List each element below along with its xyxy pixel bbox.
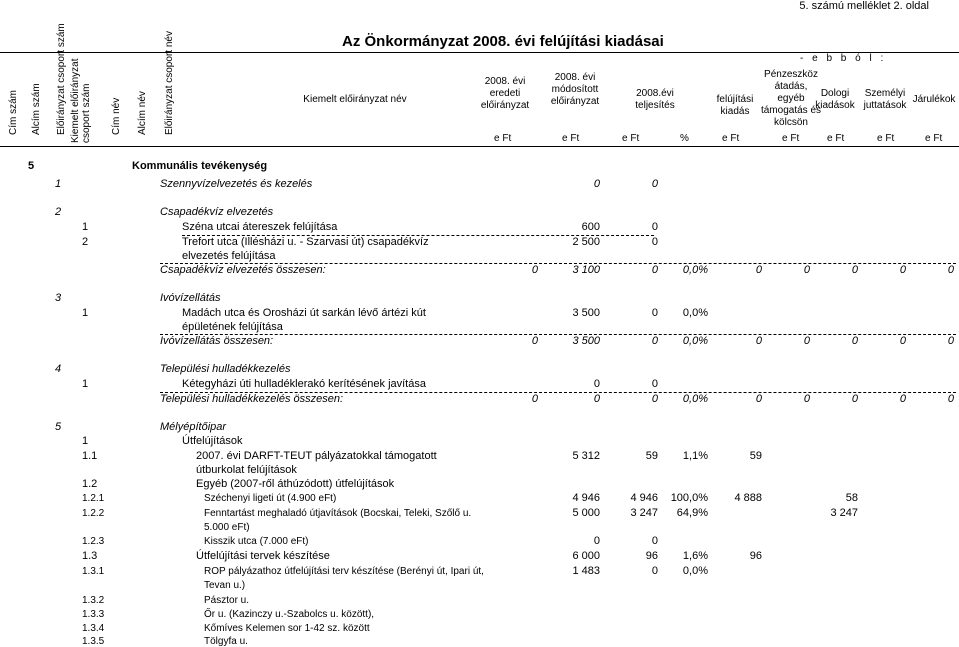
unit-modositott: e Ft xyxy=(562,133,580,144)
unit-jarulekok: e Ft xyxy=(925,133,943,144)
row-value: 0 xyxy=(651,178,658,190)
row-name: Települési hulladékkezelés xyxy=(160,363,291,375)
total-value: 0 xyxy=(899,264,906,276)
row-value: 1 483 xyxy=(572,565,600,577)
total-value: 0 xyxy=(947,335,954,347)
total-value: 0 xyxy=(593,393,600,405)
row-num: 1.3.3 xyxy=(82,609,105,620)
row-value: 0 xyxy=(593,378,600,390)
total-value: 0 xyxy=(755,393,762,405)
header-eloir-csop-szam: Előirányzat csoport szám xyxy=(56,23,67,135)
total-value: 3 500 xyxy=(572,335,600,347)
header-modositott: 2008. évi módosított előirányzat xyxy=(550,72,600,107)
row-name: Széna utcai átereszek felújítása xyxy=(182,221,338,233)
row-value: 96 xyxy=(645,550,658,562)
row-num: 1.2.1 xyxy=(82,493,105,504)
header-cim-nev: Cím név xyxy=(111,97,122,135)
header-ebbol: - e b b ó l : xyxy=(800,53,887,64)
unit-teljesites: e Ft xyxy=(622,133,640,144)
row-num: 1.3.1 xyxy=(82,566,105,577)
row-name: 2007. évi DARFT-TEUT pályázatokkal támogatott xyxy=(196,450,437,462)
total-value: 0 xyxy=(803,264,810,276)
row-value: 0 xyxy=(651,565,658,577)
row-value: 59 xyxy=(749,450,762,462)
row-name: Trefort utca (Illésházi u. - Szarvasi út) csapadékvíz xyxy=(182,236,429,248)
total-value: 0 xyxy=(851,393,858,405)
row-num: 1 xyxy=(82,378,89,390)
row-name: Tölgyfa u. xyxy=(204,636,248,647)
total-value: 0,0% xyxy=(682,264,708,276)
row-name-cont: 5.000 eFt) xyxy=(204,522,250,533)
total-value: 0,0% xyxy=(682,393,708,405)
row-alcim: 5 xyxy=(55,421,62,433)
row-value: 0 xyxy=(593,535,600,547)
unit-szemelyi: e Ft xyxy=(877,133,895,144)
row-value: 1,6% xyxy=(682,550,708,562)
total-value: 0 xyxy=(531,393,538,405)
row-value: 6 000 xyxy=(572,550,600,562)
header-eloir-csop-nev: Előirányzat csoport név xyxy=(164,31,175,135)
total-value: 0 xyxy=(651,393,658,405)
total-value: 0 xyxy=(851,335,858,347)
total-value: 0 xyxy=(651,335,658,347)
row-name: Szennyvízelvezetés és kezelés xyxy=(160,178,313,190)
row-value: 0 xyxy=(651,378,658,390)
row-name: Kétegyházi úti hulladéklerakó kerítésének javítása xyxy=(182,378,426,390)
row-num: 1.2.3 xyxy=(82,536,105,547)
row-name: ROP pályázathoz útfelújítási terv készítése (Berényi út, Ipari út, xyxy=(204,566,484,577)
row-alcim: 3 xyxy=(55,292,62,304)
row-name: Útfelújítási tervek készítése xyxy=(196,550,330,562)
row-name-cont: Tevan u.) xyxy=(204,580,246,591)
total-value: 0 xyxy=(755,264,762,276)
row-value: 3 247 xyxy=(830,507,858,519)
row-value: 96 xyxy=(749,550,762,562)
row-name: Mélyépítőipar xyxy=(160,421,227,433)
header-alcim-nev: Alcím név xyxy=(137,91,148,135)
total-value: 0 xyxy=(755,335,762,347)
row-name: Pásztor u. xyxy=(204,595,250,606)
page-note: 5. számú melléklet 2. oldal xyxy=(799,0,929,12)
section-number: 5 xyxy=(28,160,35,172)
row-num: 1.2.2 xyxy=(82,508,105,519)
row-num: 1.3.2 xyxy=(82,595,105,606)
row-num: 2 xyxy=(82,236,89,248)
row-value: 0 xyxy=(651,535,658,547)
row-name: Kisszik utca (7.000 eFt) xyxy=(204,536,309,547)
row-value: 0 xyxy=(593,178,600,190)
row-value: 0 xyxy=(651,307,658,319)
unit-felujitasi: e Ft xyxy=(722,133,740,144)
total-value: 0 xyxy=(531,335,538,347)
header-cim-szam: Cím szám xyxy=(8,90,19,135)
total-value: 0,0% xyxy=(682,335,708,347)
total-name: Települési hulladékkezelés összesen: xyxy=(160,393,344,405)
total-value: 0 xyxy=(851,264,858,276)
header-kiemelt-csop-szam: Kiemelt előirányzat csoport szám xyxy=(70,58,92,143)
row-value: 5 312 xyxy=(572,450,600,462)
row-value: 64,9% xyxy=(676,507,708,519)
total-value: 0 xyxy=(899,393,906,405)
header-bottom-line xyxy=(0,146,959,147)
header-kiemelt: Kiemelt előirányzat név xyxy=(303,94,407,105)
header-alcim-szam: Alcím szám xyxy=(31,83,42,135)
row-num: 1.3 xyxy=(82,550,98,562)
row-name: Csapadékvíz elvezetés xyxy=(160,206,274,218)
header-szemelyi: Személyi juttatások xyxy=(863,88,907,111)
row-num: 1 xyxy=(82,307,89,319)
row-value: 58 xyxy=(845,492,858,504)
header-teljesites: 2008.évi teljesítés xyxy=(635,88,675,111)
unit-percent: % xyxy=(680,133,689,144)
total-value: 3 100 xyxy=(572,264,600,276)
header-eredeti: 2008. évi eredeti előirányzat xyxy=(480,76,530,111)
unit-penzeszkoz: e Ft xyxy=(782,133,800,144)
row-alcim: 1 xyxy=(55,178,62,190)
total-name: Ivóvízellátás összesen: xyxy=(160,335,274,347)
row-name-cont: épületének felújítása xyxy=(182,321,283,333)
row-value: 4 946 xyxy=(572,492,600,504)
total-value: 0 xyxy=(803,393,810,405)
header-jarulekok: Járulékok xyxy=(912,94,956,105)
row-name: Széchenyi ligeti út (4.900 eFt) xyxy=(204,493,337,504)
row-value: 0,0% xyxy=(682,565,708,577)
row-name: Fenntartást meghaladó útjavítások (Bocskai, Teleki, Szőlő u. xyxy=(204,508,472,519)
row-value: 5 000 xyxy=(572,507,600,519)
row-name: Madách utca és Orosházi út sarkán lévő ártézi kút xyxy=(182,307,426,319)
total-value: 0 xyxy=(651,264,658,276)
total-name: Csapadékvíz elvezetés összesen: xyxy=(160,264,326,276)
total-value: 0 xyxy=(803,335,810,347)
row-name: Őr u. (Kazinczy u.-Szabolcs u. között), xyxy=(204,609,375,620)
row-name: Útfelújítások xyxy=(182,435,243,447)
row-num: 1.3.5 xyxy=(82,636,105,647)
row-value: 0,0% xyxy=(682,307,708,319)
row-num: 1.3.4 xyxy=(82,623,105,634)
row-value: 0 xyxy=(651,236,658,248)
total-value: 0 xyxy=(899,335,906,347)
row-value: 3 500 xyxy=(572,307,600,319)
row-alcim: 2 xyxy=(55,206,62,218)
row-value: 100,0% xyxy=(670,492,708,504)
total-value: 0 xyxy=(947,264,954,276)
row-value: 0 xyxy=(651,221,658,233)
header-penzeszkoz: Pénzeszköz átadás, egyéb támogatás és kölcsön xyxy=(760,69,822,128)
row-value: 4 888 xyxy=(734,492,762,504)
row-name: Kőmíves Kelemen sor 1-42 sz. között xyxy=(204,623,370,634)
row-num: 1.1 xyxy=(82,450,98,462)
row-value: 1,1% xyxy=(682,450,708,462)
row-name-cont: útburkolat felújítások xyxy=(196,464,297,476)
unit-dologi: e Ft xyxy=(827,133,845,144)
total-value: 0 xyxy=(947,393,954,405)
unit-eredeti: e Ft xyxy=(494,133,512,144)
row-value: 2 500 xyxy=(572,236,600,248)
row-num: 1 xyxy=(82,221,89,233)
section-title: Kommunális tevékenység xyxy=(132,160,268,172)
total-value: 0 xyxy=(531,264,538,276)
header-felujitasi: felújítási kiadás xyxy=(716,94,754,117)
row-name: Egyéb (2007-ről áthúzódott) útfelújítások xyxy=(196,478,395,490)
row-alcim: 4 xyxy=(55,363,62,375)
row-value: 59 xyxy=(645,450,658,462)
row-num: 1 xyxy=(82,435,89,447)
row-value: 600 xyxy=(581,221,600,233)
row-value: 4 946 xyxy=(630,492,658,504)
page-title: Az Önkormányzat 2008. évi felújítási kiadásai xyxy=(342,33,664,50)
header-dologi: Dologi kiadások xyxy=(815,88,855,111)
row-name: Ivóvízellátás xyxy=(160,292,221,304)
row-num: 1.2 xyxy=(82,478,98,490)
row-value: 3 247 xyxy=(630,507,658,519)
row-name-cont: elvezetés felújítása xyxy=(182,250,276,262)
